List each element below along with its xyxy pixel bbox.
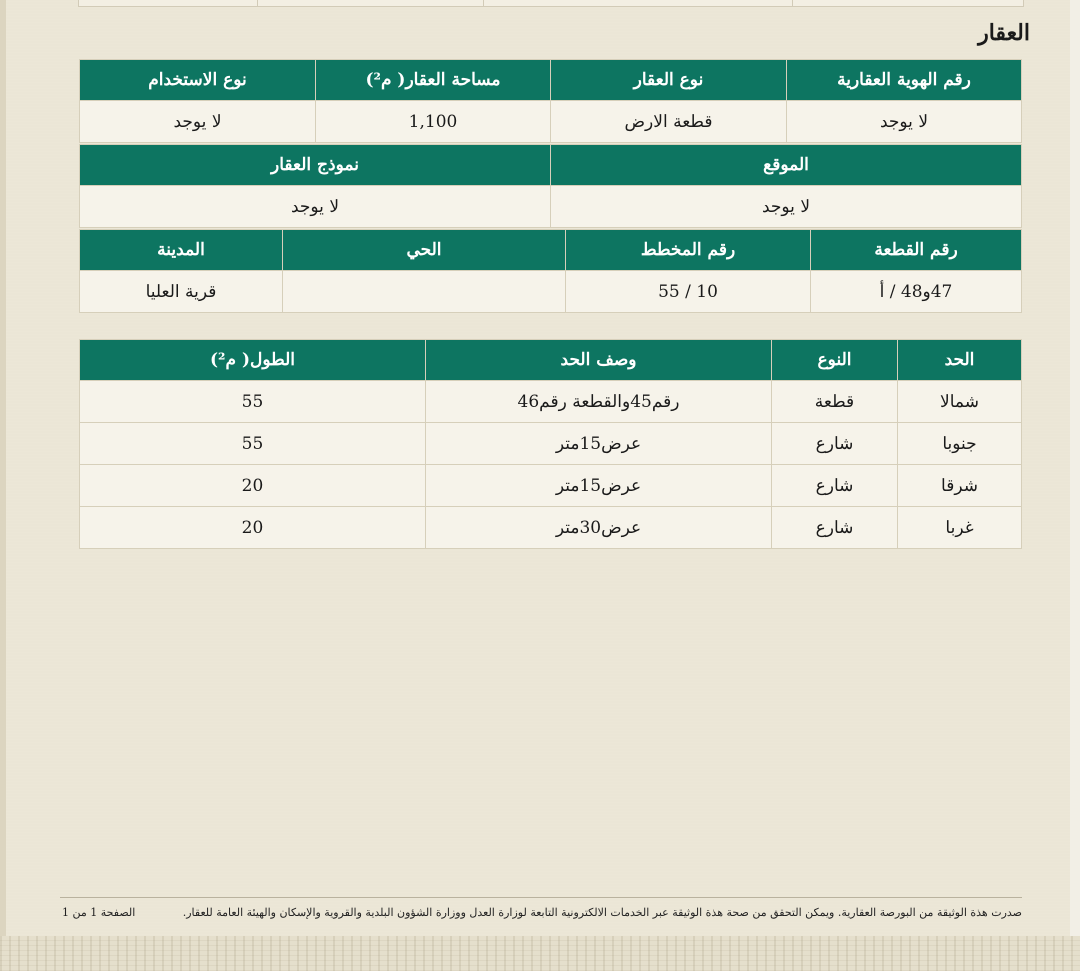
boundary-length: 55 — [80, 381, 426, 423]
footer-notice: صدرت هذة الوثيقة من البورصة العقارية. ويمكن التحقق من صحة هذة الوثيقة عبر الخدمات الالكترونية التابعة لوزارة العدل ووزارة الشؤون البلدية والقروية والإسكان والهيئة العامة للعقار. — [182, 906, 1022, 919]
property-header-row — [80, 60, 1022, 101]
header-plot-number: رقم القطعة — [811, 230, 1022, 271]
boundary-direction: شرقا — [898, 465, 1022, 507]
footer-divider — [60, 897, 1022, 898]
header-district: الحي — [283, 230, 566, 271]
property-table — [79, 59, 1022, 143]
location-table — [79, 144, 1022, 228]
boundary-description: رقم45والقطعة رقم46 — [426, 381, 772, 423]
header-city: المدينة — [80, 230, 283, 271]
value-district — [283, 271, 566, 313]
value-city: قرية العليا — [80, 271, 283, 313]
header-scheme-number: رقم المخطط — [566, 230, 811, 271]
header-boundary: الحد — [898, 340, 1022, 381]
previous-table-bottom-edge — [78, 0, 1024, 7]
boundary-description: عرض15متر — [426, 423, 772, 465]
value-property-model: لا يوجد — [80, 186, 551, 228]
header-property-type: نوع العقار — [551, 60, 787, 101]
boundary-direction: غربا — [898, 507, 1022, 549]
boundary-type: شارع — [772, 507, 898, 549]
table-row — [80, 507, 1022, 549]
boundary-type: قطعة — [772, 381, 898, 423]
section-title: العقار — [978, 20, 1030, 46]
value-plot-number: 47و48 / أ — [811, 271, 1022, 313]
value-property-area: 1,100 — [316, 101, 551, 143]
location-header-row — [80, 145, 1022, 186]
table-row — [80, 465, 1022, 507]
boundaries-header-row — [80, 340, 1022, 381]
boundary-direction: شمالا — [898, 381, 1022, 423]
header-boundary-type: النوع — [772, 340, 898, 381]
location-value-row — [80, 186, 1022, 228]
boundary-length: 20 — [80, 465, 426, 507]
boundary-direction: جنوبا — [898, 423, 1022, 465]
page-number: الصفحة 1 من 1 — [62, 906, 136, 919]
boundary-type: شارع — [772, 423, 898, 465]
header-property-model: نموذج العقار — [80, 145, 551, 186]
boundary-description: عرض15متر — [426, 465, 772, 507]
value-location: لا يوجد — [551, 186, 1022, 228]
value-scheme-number: 10 / 55 — [566, 271, 811, 313]
value-property-id: لا يوجد — [787, 101, 1022, 143]
header-boundary-length: الطول( م²) — [80, 340, 426, 381]
decorative-border-band — [0, 936, 1080, 971]
boundary-type: شارع — [772, 465, 898, 507]
boundaries-table — [79, 339, 1022, 549]
header-location: الموقع — [551, 145, 1022, 186]
table-row — [80, 423, 1022, 465]
value-property-type: قطعة الارض — [551, 101, 787, 143]
property-value-row — [80, 101, 1022, 143]
plot-header-row — [80, 230, 1022, 271]
plot-value-row — [80, 271, 1022, 313]
page-edge-left — [0, 0, 6, 971]
value-usage-type: لا يوجد — [80, 101, 316, 143]
boundary-length: 20 — [80, 507, 426, 549]
boundary-description: عرض30متر — [426, 507, 772, 549]
plot-table — [79, 229, 1022, 313]
header-boundary-description: وصف الحد — [426, 340, 772, 381]
header-property-id: رقم الهوية العقارية — [787, 60, 1022, 101]
header-usage-type: نوع الاستخدام — [80, 60, 316, 101]
table-row — [80, 381, 1022, 423]
boundary-length: 55 — [80, 423, 426, 465]
page-edge-right — [1070, 0, 1080, 971]
header-property-area: مساحة العقار( م²) — [316, 60, 551, 101]
